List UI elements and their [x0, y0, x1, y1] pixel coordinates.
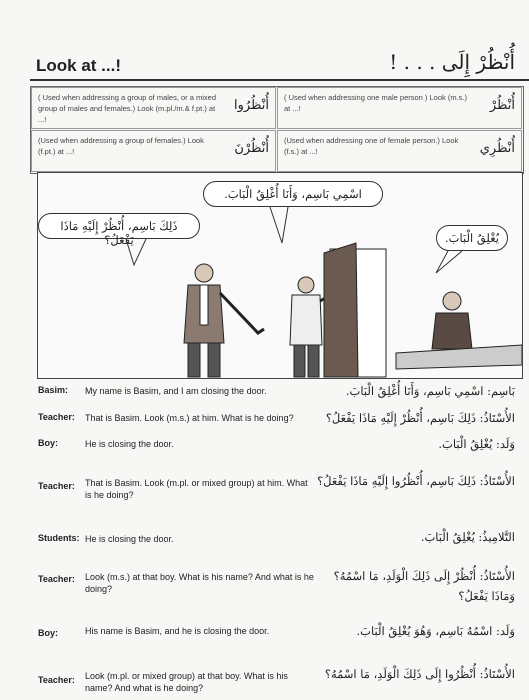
door — [324, 243, 386, 377]
dialogue-ar: التَّلامِيذُ: يُغْلِقُ الْبَابَ. — [420, 530, 515, 544]
dialogue-en: My name is Basim, and I am closing the door. — [85, 386, 267, 396]
dialogue-en: He is closing the door. — [85, 439, 174, 449]
speaker-label: Teacher: — [38, 481, 75, 491]
dialogue-ar: الأُسْتَاذُ: أُنْظُرُوا إِلَى ذَلِكَ الْوَلَدِ، مَا اسْمُهُ؟ — [324, 667, 515, 681]
title-rule — [30, 79, 529, 81]
speaker-label: Students: — [38, 533, 80, 543]
speaker-label: Teacher: — [38, 412, 75, 422]
reference-en: (Used when addressing one of female person.) Look (f.s.) at ...! — [284, 136, 459, 156]
dialogue-en: His name is Basim, and he is closing the door. — [85, 626, 270, 636]
dialogue-en: Look (m.pl. or mixed group) at that boy. What is his name? And what is he doing? — [85, 671, 288, 693]
reference-cell-singular-female — [277, 130, 522, 172]
speaker-label: Basim: — [38, 385, 69, 395]
illustration-scene — [37, 172, 523, 379]
dialogue-ar: الأُسْتَاذُ: أُنْظُرْ إِلَى ذَلِكَ الْوَلَدِ، مَا اسْمُهُ؟ وَمَاذَا يَفْعَلُ؟ — [333, 569, 515, 603]
speech-bubble-teacher: ذَلِكَ بَاسِم، أُنْظُرْ إِلَيْهِ مَاذَا يَفْعَلُ؟ — [38, 213, 200, 239]
speaker-label: Teacher: — [38, 675, 75, 685]
reference-ar: أُنْظُرْنَ — [234, 141, 269, 156]
reference-ar: أُنْظُرِي — [479, 141, 515, 156]
reference-cell-singular-male — [277, 87, 522, 129]
reference-table — [30, 86, 524, 174]
reference-ar: أُنْظُرْ — [489, 98, 515, 113]
dialogue-ar: الأُسْتَاذُ: ذَلِكَ بَاسِم، أُنْظُرْ إِلَيْهِ مَاذَا يَفْعَلُ؟ — [325, 411, 515, 425]
dialogue-ar: الأُسْتَاذُ: ذَلِكَ بَاسِم، أُنْظُرُوا إِلَيْهِ مَاذَا يَفْعَلُ؟ — [317, 474, 515, 488]
speech-bubble-basim: اسْمِي بَاسِم، وَأَنَا أُغْلِقُ الْبَابَ. — [203, 181, 383, 207]
reference-ar: أُنْظُرُوا — [234, 98, 269, 113]
boy-at-desk-figure — [396, 292, 522, 369]
dialogue-ar: بَاسِم: اسْمِي بَاسِم، وَأَنَا أُغْلِقُ الْبَابَ. — [345, 384, 515, 398]
title-english: Look at ...! — [36, 56, 121, 75]
title-arabic: أُنْظُرْ إِلَى . . . ! — [389, 50, 515, 74]
reference-cell-plural-female — [31, 130, 276, 172]
dialogue-ar: وَلَد: اسْمُهُ بَاسِم، وَهُوَ يُغْلِقُ الْبَابَ. — [356, 624, 515, 638]
speech-bubble-boy: يُغْلِقُ الْبَابَ. — [436, 225, 508, 251]
dialogue-en: He is closing the door. — [85, 534, 174, 544]
teacher-figure — [184, 264, 264, 377]
reference-en: ( Used when addressing one male person ) Look (m.s.) at ...! — [284, 93, 468, 113]
dialogue-ar: وَلَد: يُغْلِقُ الْبَابَ. — [438, 437, 515, 451]
speaker-label: Teacher: — [38, 574, 75, 584]
reference-en: ( Used when addressing a group of males, or a mixed group of males and females.) Look (m.pl./m.& f.pt.) at ...! — [38, 93, 217, 124]
reference-en: (Used when addressing a group of females.) Look (f.pt.) at ...! — [38, 136, 204, 156]
dialogue-en: Look (m.s.) at that boy. What is his name? And what is he doing? — [85, 572, 314, 594]
reference-cell-plural-mixed — [31, 87, 276, 129]
dialogue-en: That is Basim. Look (m.pl. or mixed group) at him. What is he doing? — [85, 478, 308, 500]
speaker-label: Boy: — [38, 628, 58, 638]
dialogue-en: That is Basim. Look (m.s.) at him. What is he doing? — [85, 413, 294, 423]
speaker-label: Boy: — [38, 438, 58, 448]
